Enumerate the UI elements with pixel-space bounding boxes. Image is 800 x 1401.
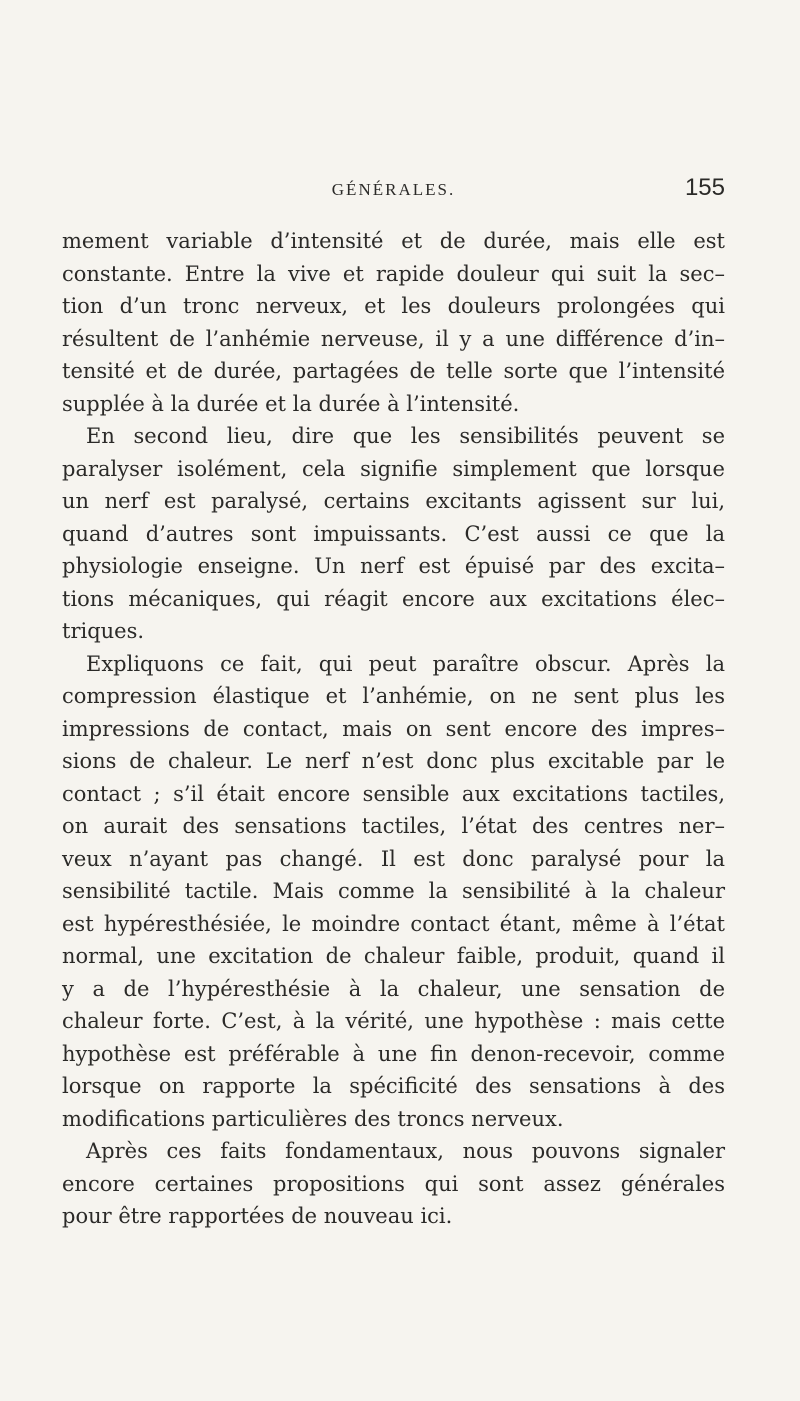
text-line: Après ces faits fondamentaux, nous pouvons signaler [86,1139,725,1163]
text-line: contact ; s’il était encore sensible aux excitations tactiles, [62,781,725,806]
page-number: 155 [684,174,725,201]
text-line: hypothèse est préférable à une fin denon-recevoir, comme [62,1041,725,1066]
text-line: mement variable d’intensité et de durée, mais elle est [62,229,725,253]
text-line: tion d’un tronc nerveux, et les douleurs prolongées qui [62,294,725,318]
text-line: tions mécaniques, qui réagit encore aux excitations élec– [62,586,725,611]
text-line: sions de chaleur. Le nerf n’est donc plus excitable par le [62,749,725,773]
text-line: En second lieu, dire que les sensibilités peuvent se [86,424,725,448]
text-line: lorsque on rapporte la spécificité des sensations à des [62,1074,725,1098]
text-line: sensibilité tactile. Mais comme la sensibilité à la chaleur [62,879,725,903]
text-line: triques. [62,619,145,643]
text-line: veux n’ayant pas changé. Il est donc paralysé pour la [62,846,725,871]
text-line: est hypéresthésiée, le moindre contact étant, même à l’état [62,911,725,936]
text-line: modifications particulières des troncs nerveux. [62,1106,564,1131]
running-title: GÉNÉRALES. [331,180,456,199]
text-line: résultent de l’anhémie nerveuse, il y a une différence d’in– [62,326,725,351]
text-line: impressions de contact, mais on sent encore des impres– [62,716,725,741]
text-line: chaleur forte. C’est, à la vérité, une hypothèse : mais cette [62,1009,725,1033]
running-head [62,174,725,204]
text-line: physiologie enseigne. Un nerf est épuisé par des excita– [62,554,725,578]
text-line: quand d’autres sont impuissants. C’est aussi ce que la [62,521,725,546]
text-line: tensité et de durée, partagées de telle sorte que l’intensité [62,359,725,383]
text-line: constante. Entre la vive et rapide douleur qui suit la sec– [62,261,725,286]
text-line: compression élastique et l’anhémie, on ne sent plus les [62,684,725,708]
body-text [62,225,725,1233]
text-line: normal, une excitation de chaleur faible, produit, quand il [62,944,725,968]
text-line: un nerf est paralysé, certains excitants agissent sur lui, [62,489,725,513]
text-line: pour être rapportées de nouveau ici. [62,1204,453,1228]
text-line: encore certaines propositions qui sont assez générales [62,1171,725,1196]
text-line: Expliquons ce fait, qui peut paraître obscur. Après la [86,651,725,676]
text-line: paralyser isolément, cela signifie simplement que lorsque [62,456,725,481]
text-line: supplée à la durée et la durée à l’intensité. [62,391,520,416]
text-line: y a de l’hypéresthésie à la chaleur, une sensation de [62,976,725,1001]
text-line: on aurait des sensations tactiles, l’état des centres ner– [62,814,725,838]
